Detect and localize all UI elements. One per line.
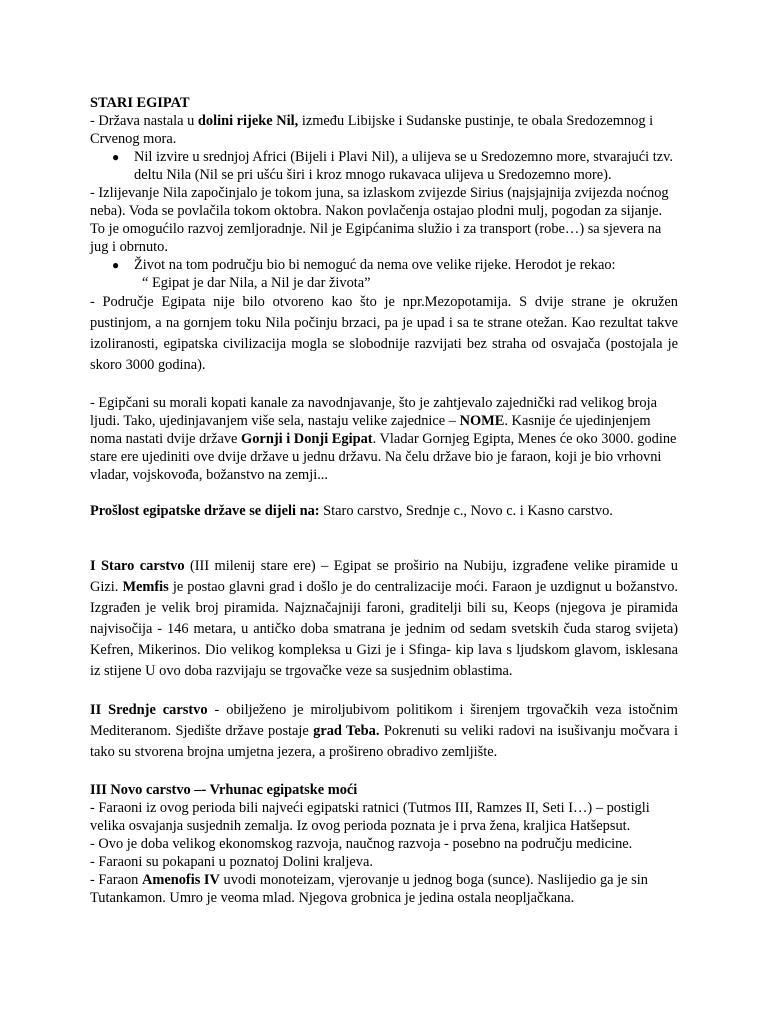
nome-paragraph: - Egipčani su morali kopati kanale za navodnjavanje, što je zahtjevalo zajednički rad velikog broja ljudi. Tako, ujedinjavanjem više sela, nastaju velike zajednice – NOME. Kasnije će ujedinjenjem noma nastati dvije države Gornji i Donji Egipat. Vladar Gornjeg Egipta, Menes će oko 3000. godine stare ere ujediniti ove dvije države u jednu državu. Na čelu države bio je faraon, koji je bio vrhovni vladar, vojskovođa, božanstvo na zemji...: [90, 395, 677, 483]
isolation-paragraph: - Područje Egipata nije bilo otvoreno kao što je npr.Mezopotamija. S dvije strane je okružen pustinjom, a na gornjem toku Nila počinju brzaci, pa je upad i sa te strane otežan. Kao rezultat takve izoliranosti, egipatska civilizacija mogla se slobodnije razvijati bez straha od osvajača (postojala je skoro 3000 godina).: [90, 294, 678, 373]
old-kingdom-paragraph: I Staro carstvo (III milenij stare ere) – Egipat se proširio na Nubiju, izgrađene velike piramide u Gizi. Memfis je postao glavni grad i došlo je do centralizacije moći. Faraon je uzdignut u božanstvo. Izgrađen je velik broj piramida. Najznačajniji faroni, graditelji bili su, Keops (njegova je piramida najvisočija - 146 metara, u antičko doba smatrana je jednim od sedam svetskih čuda starog svijeta) Kefren, Mikerinos. Dio velikog kompleksa u Gizi je i Sfinga- kip lava s ljudskom glavom, isklesana iz stijene U ovo doba razvijaju se trgovačke veze sa susjednim oblastima.: [90, 558, 678, 679]
spacer: [90, 484, 678, 502]
document-title: STARI EGIPAT: [90, 95, 190, 111]
spacer: [90, 520, 678, 556]
new-kingdom-line-3: - Faraoni su pokapani u poznatoj Dolini kraljeva.: [90, 854, 373, 870]
new-kingdom-heading: III Novo carstvo –- Vrhunac egipatske moći: [90, 782, 358, 798]
spacer: [90, 763, 678, 781]
periods-paragraph: Prošlost egipatske države se dijeli na: Staro carstvo, Srednje c., Novo c. i Kasno carstvo.: [90, 503, 613, 519]
new-kingdom-line-2: - Ovo je doba velikog ekonomskog razvoja, naučnog razvoja - posebno na području medicine.: [90, 836, 633, 852]
new-kingdom-line-4: - Faraon Amenofis IV uvodi monoteizam, vjerovanje u jednog boga (sunce). Naslijedio ga je sin Tutankamon. Umro je veoma mlad. Njegova grobnica je jedina ostala neopljačkana.: [90, 872, 648, 906]
list-item: ● Život na tom području bio bi nemoguć da nema ove velike rijeke. Herodot je rekao: “ Egipat je dar Nila, a Nil je dar života”: [112, 257, 616, 291]
spacer: [90, 376, 678, 394]
middle-kingdom-paragraph: II Srednje carstvo - obilježeno je miroljubivom politikom i širenjem trgovačkih veza istočnim Mediteranom. Sjedište države postaje grad Teba. Pokrenuti su veliki radovi na isušivanju močvara i tako su stvorena brojna umjetna jezera, a prošireno obradivo zemljište.: [90, 702, 678, 760]
bullet-icon: ●: [112, 258, 120, 272]
flooding-paragraph: - Izlijevanje Nila započinjalo je tokom juna, sa izlaskom zvijezde Sirius (najsjajnija zvijezda noćnog neba). Voda se povlačila tokom oktobra. Nakon povlačenja ostajao plodni mulj, pogodan za sijanje. To je omogućilo razvoj zemljoradnje. Nil je Egipćanima služio i za transport (robe…) sa sjevera na jug i obrnuto.: [90, 185, 669, 255]
herodot-quote: “ Egipat je dar Nila, a Nil je dar života”: [142, 275, 371, 291]
document-page: [90, 94, 678, 907]
bullet-icon: ●: [112, 150, 120, 164]
intro-paragraph: - Država nastala u dolini rijeke Nil, između Libijske i Sudanske pustinje, te obala Sredozemnog i Crvenog mora.: [90, 113, 654, 147]
spacer: [90, 682, 678, 700]
bullet-list-herodot: [90, 256, 678, 292]
list-item: ● Nil izvire u srednjoj Africi (Bijeli i Plavi Nil), a ulijeva se u Sredozemno more, stvarajući tzv. deltu Nila (Nil se pri ušću širi i kroz mnogo rukavaca ulijeva u Sredozemno more).: [112, 149, 673, 183]
bullet-list-nile: [90, 148, 678, 184]
new-kingdom-line-1: - Faraoni iz ovog perioda bili najveći egipatski ratnici (Tutmos III, Ramzes II, Seti I…) – postigli velika osvajanja susjednih zemalja. Iz ovog perioda poznata je i prva žena, kraljica Hatšepsut.: [90, 800, 650, 834]
